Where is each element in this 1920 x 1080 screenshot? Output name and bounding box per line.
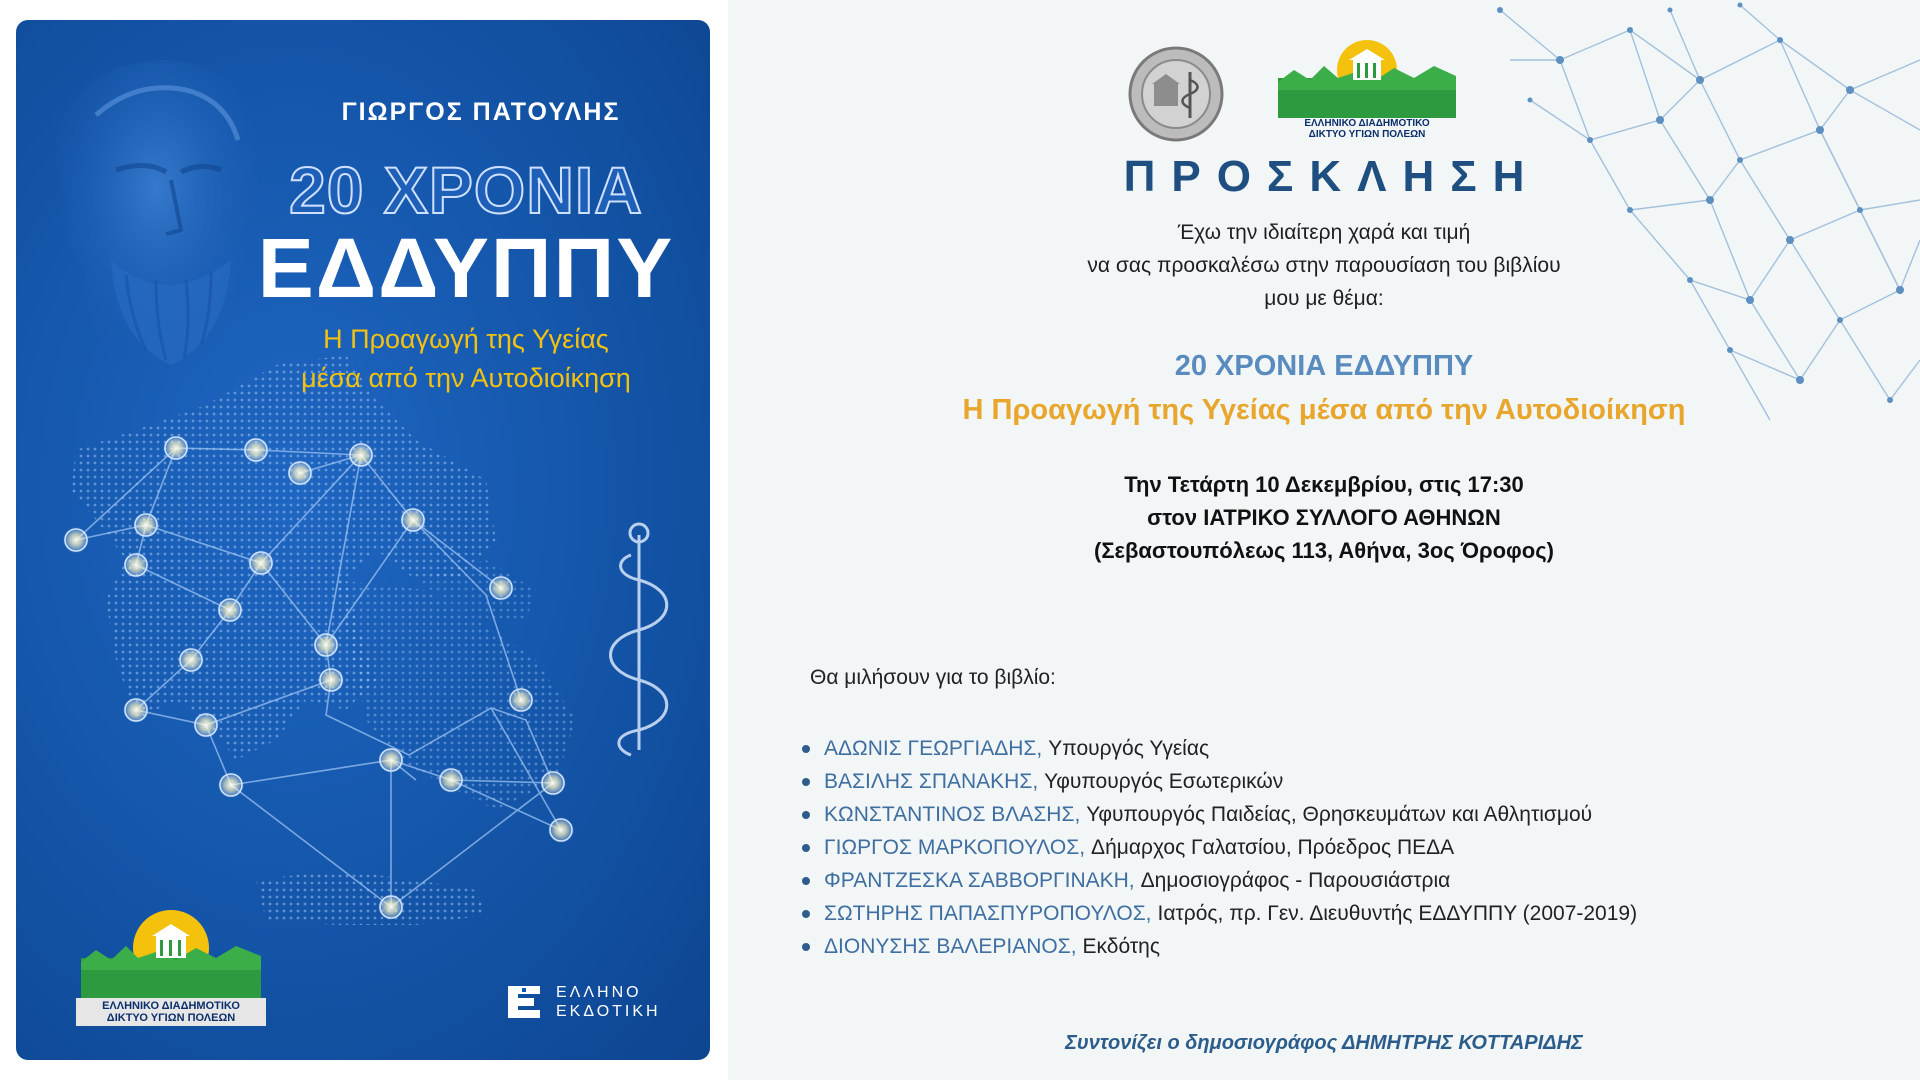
book-subtitle-line2: μέσα από την Αυτοδιοίκηση bbox=[301, 363, 631, 393]
speakers-list bbox=[802, 732, 1637, 963]
speaker-name: ΑΔΩΝΙΣ ΓΕΩΡΓΙΑΔΗΣ, bbox=[824, 737, 1043, 760]
moderator-line: Συντονίζει ο δημοσιογράφος ΔΗΜΗΤΡΗΣ ΚΟΤΤΑΡΙΔΗΣ bbox=[1065, 1032, 1583, 1054]
speaker-name: ΚΩΝΣΤΑΝΤΙΝΟΣ ΒΛΑΣΗΣ, bbox=[824, 803, 1081, 826]
medical-association-seal-icon bbox=[1124, 44, 1228, 144]
book-cover bbox=[16, 20, 710, 1060]
list-item bbox=[802, 765, 1637, 798]
invitation-intro bbox=[728, 216, 1920, 315]
invitation-panel bbox=[728, 0, 1920, 1080]
invite-logo-line1: ΕΛΛΗΝΙΚΟ ΔΙΑΔΗΜΟΤΙΚΟ bbox=[1304, 118, 1430, 129]
speaker-name: ΣΩΤΗΡΗΣ ΠΑΠΑΣΠΥΡΟΠΟΥΛΟΣ, bbox=[824, 902, 1152, 925]
speaker-role: Δημοσιογράφος - Παρουσιάστρια bbox=[1140, 869, 1451, 892]
book-title: 20 ΧΡΟΝΙΑ ΕΔΔΥΠΠΥ bbox=[1174, 350, 1474, 382]
intro-line2: να σας προσκαλέσω στην παρουσίαση του βιβλίου bbox=[1087, 254, 1561, 277]
event-address: (Σεβαστουπόλεως 113, Αθήνα, 3ος Όροφος) bbox=[1094, 538, 1554, 563]
event-venue: στον ΙΑΤΡΙΚΟ ΣΥΛΛΟΓΟ ΑΘΗΝΩΝ bbox=[1147, 505, 1501, 530]
bullet-icon bbox=[802, 778, 810, 786]
event-details bbox=[728, 468, 1920, 567]
speaker-name: ΦΡΑΝΤΖΕΣΚΑ ΣΑΒΒΟΡΓΙΝΑΚΗ, bbox=[824, 869, 1135, 892]
publisher-name bbox=[556, 983, 661, 1021]
bullet-icon bbox=[802, 943, 810, 951]
bullet-icon bbox=[802, 745, 810, 753]
speaker-name: ΓΙΩΡΓΟΣ ΜΑΡΚΟΠΟΥΛΟΣ, bbox=[824, 836, 1086, 859]
publisher-line1: ΕΛΛΗΝΟ bbox=[556, 984, 642, 1001]
book-title-years: 20 ΧΡΟΝΙΑ bbox=[289, 153, 643, 227]
bullet-icon bbox=[802, 877, 810, 885]
publisher-logo bbox=[504, 982, 661, 1022]
bullet-icon bbox=[802, 844, 810, 852]
cover-logo-line1: ΕΛΛΗΝΙΚΟ ΔΙΑΔΗΜΟΤΙΚΟ bbox=[102, 1000, 240, 1012]
book-author: ΓΙΩΡΓΟΣ ΠΑΤΟΥΛΗΣ bbox=[341, 98, 621, 126]
cover-logo-line2: ΔΙΚΤΥΟ ΥΓΙΩΝ ΠΟΛΕΩΝ bbox=[106, 1012, 236, 1024]
speaker-role: Ιατρός, πρ. Γεν. Διευθυντής ΕΔΔΥΠΠΥ (2007-2019) bbox=[1157, 902, 1638, 925]
book-subtitle: Η Προαγωγή της Υγείας μέσα από την Αυτοδιοίκηση bbox=[962, 394, 1686, 426]
book-subtitle bbox=[256, 320, 676, 398]
rod-of-asclepius-icon bbox=[611, 524, 667, 755]
publisher-line2: ΕΚΔΟΤΙΚΗ bbox=[556, 1003, 661, 1020]
event-date: Την Τετάρτη 10 Δεκεμβρίου, στις 17:30 bbox=[1124, 472, 1524, 497]
speaker-role: Υπουργός Υγείας bbox=[1048, 737, 1210, 760]
speaker-role: Υφυπουργός Παιδείας, Θρησκευμάτων και Αθλητισμού bbox=[1086, 803, 1593, 826]
list-item bbox=[802, 798, 1637, 831]
speaker-role: Δήμαρχος Γαλατσίου, Πρόεδρος ΠΕΔΑ bbox=[1091, 836, 1455, 859]
speaker-name: ΔΙΟΝΥΣΗΣ ΒΑΛΕΡΙΑΝΟΣ, bbox=[824, 935, 1077, 958]
speakers-intro: Θα μιλήσουν για το βιβλίο: bbox=[810, 666, 1056, 689]
speaker-role: Υφυπουργός Εσωτερικών bbox=[1044, 770, 1284, 793]
list-item bbox=[802, 930, 1637, 963]
list-item bbox=[802, 732, 1637, 765]
intro-line1: Έχω την ιδιαίτερη χαρά και τιμή bbox=[1177, 221, 1471, 244]
speaker-role: Εκδότης bbox=[1082, 935, 1160, 958]
book-subtitle-line1: Η Προαγωγή της Υγείας bbox=[323, 324, 609, 354]
invite-logo-caption bbox=[1276, 118, 1458, 140]
intro-line3: μου με θέμα: bbox=[1264, 287, 1384, 310]
book-title-main: ΕΔΔΥΠΠΥ bbox=[257, 221, 675, 315]
cover-logo-caption bbox=[76, 998, 266, 1026]
bullet-icon bbox=[802, 811, 810, 819]
invitation-heading: ΠΡΟΣΚΛΗΣΗ bbox=[1123, 152, 1541, 201]
publisher-logo-icon bbox=[504, 982, 544, 1022]
bullet-icon bbox=[802, 910, 810, 918]
speaker-name: ΒΑΣΙΛΗΣ ΣΠΑΝΑΚΗΣ, bbox=[824, 770, 1039, 793]
invite-logo-line2: ΔΙΚΤΥΟ ΥΓΙΩΝ ΠΟΛΕΩΝ bbox=[1308, 129, 1426, 140]
list-item bbox=[802, 831, 1637, 864]
list-item bbox=[802, 897, 1637, 930]
list-item bbox=[802, 864, 1637, 897]
